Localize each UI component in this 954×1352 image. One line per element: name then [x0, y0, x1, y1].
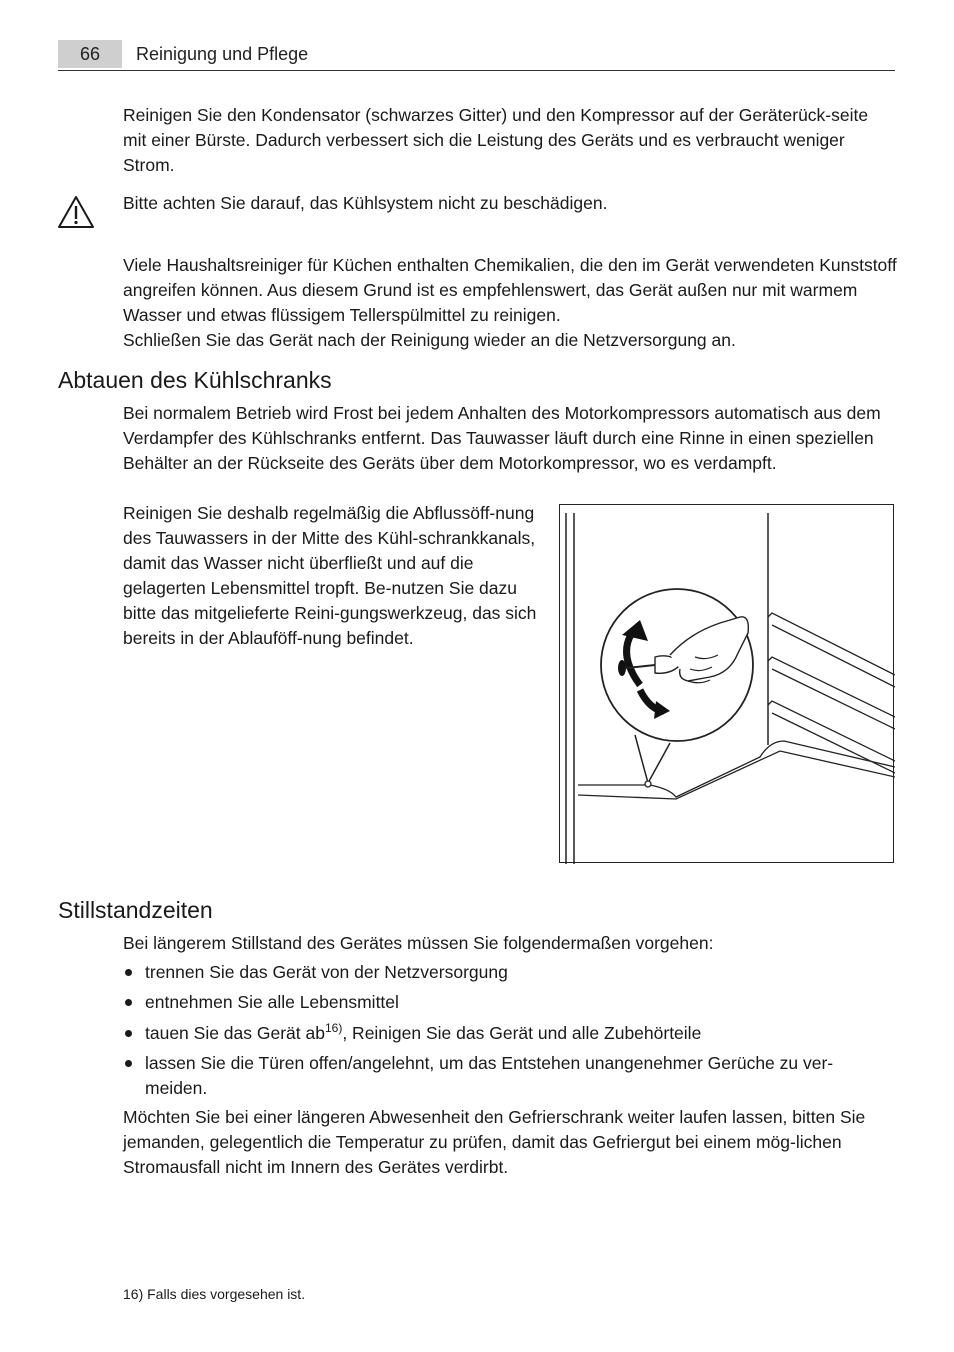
header-divider	[58, 70, 895, 71]
paragraph-condenser: Reinigen Sie den Kondensator (schwarzes Gitter) und den Kompressor auf der Geräterück-seite mit einer Bürste. Dadurch verbessert sich die Leistung des Geräts und es verbraucht weniger Strom.	[123, 105, 869, 175]
paragraph-standstill-closing: Möchten Sie bei einer längeren Abwesenheit den Gefrierschrank weiter laufen lassen, bitten Sie jemanden, gelegentlich die Temperatur zu prüfen, damit das Gefriergut bei einem mög-lichen Stromausfall nicht im Innern des Gerätes verdirbt.	[123, 1107, 866, 1177]
paragraph-standstill-intro: Bei längerem Stillstand des Gerätes müssen Sie folgendermaßen vorgehen:	[123, 933, 714, 953]
footnote: 16) Falls dies vorgesehen ist.	[123, 1286, 306, 1302]
list-item-text: trennen Sie das Gerät von der Netzversorgung	[145, 962, 508, 982]
warning-triangle-icon	[57, 195, 95, 229]
list-item-text: lassen Sie die Türen offen/angelehnt, um das Entstehen unangenehmer Gerüche zu ver-meiden.	[145, 1053, 834, 1098]
paragraph-auto-defrost: Bei normalem Betrieb wird Frost bei jedem Anhalten des Motorkompressors automatisch aus dem Verdampfer des Kühlschranks entfernt. Das Tauwasser läuft durch eine Rinne in einen speziellen Behälter an der Rückseite des Geräts über dem Motorkompressor, wo es verdampft.	[123, 403, 881, 473]
list-item	[123, 1021, 895, 1046]
list-item-text-continued: , Reinigen Sie das Gerät und alle Zubehörteile	[342, 1023, 702, 1043]
drain-cleaning-illustration	[559, 504, 894, 863]
heading-standstill: Stillstandzeiten	[58, 897, 213, 923]
list-item	[123, 990, 895, 1015]
paragraph-cleaners: Viele Haushaltsreiniger für Küchen enthalten Chemikalien, die den im Gerät verwendeten Kunststoff angreifen können. Aus diesem Grund ist es empfehlenswert, das Gerät außen nur mit warmem Wasser und etwas flüssigem Tellerspülmittel zu reinigen.	[123, 255, 897, 325]
warning-text: Bitte achten Sie darauf, das Kühlsystem nicht zu beschädigen.	[123, 193, 608, 213]
section-title: Reinigung und Pflege	[136, 44, 309, 64]
standstill-steps-list	[123, 960, 895, 1106]
page-number: 66	[58, 40, 122, 68]
list-item-text: tauen Sie das Gerät ab	[145, 1023, 325, 1043]
footnote-reference: 16)	[324, 1021, 343, 1036]
list-item-text: entnehmen Sie alle Lebensmittel	[145, 992, 399, 1012]
paragraph-reconnect: Schließen Sie das Gerät nach der Reinigung wieder an die Netzversorgung an.	[123, 330, 736, 350]
paragraph-drain-cleaning: Reinigen Sie deshalb regelmäßig die Abflussöff-nung des Tauwassers in der Mitte des Kühl-schrankkanals, damit das Wasser nicht überfließt und auf die gelagerten Lebensmittel tropft. Be-nutzen Sie dazu bitte das mitgelieferte Reini-gungswerkzeug, das sich bereits in der Ablauföff-nung befindet.	[123, 503, 537, 648]
list-item	[123, 1051, 895, 1101]
heading-defrost: Abtauen des Kühlschranks	[58, 367, 332, 393]
list-item	[123, 960, 895, 985]
